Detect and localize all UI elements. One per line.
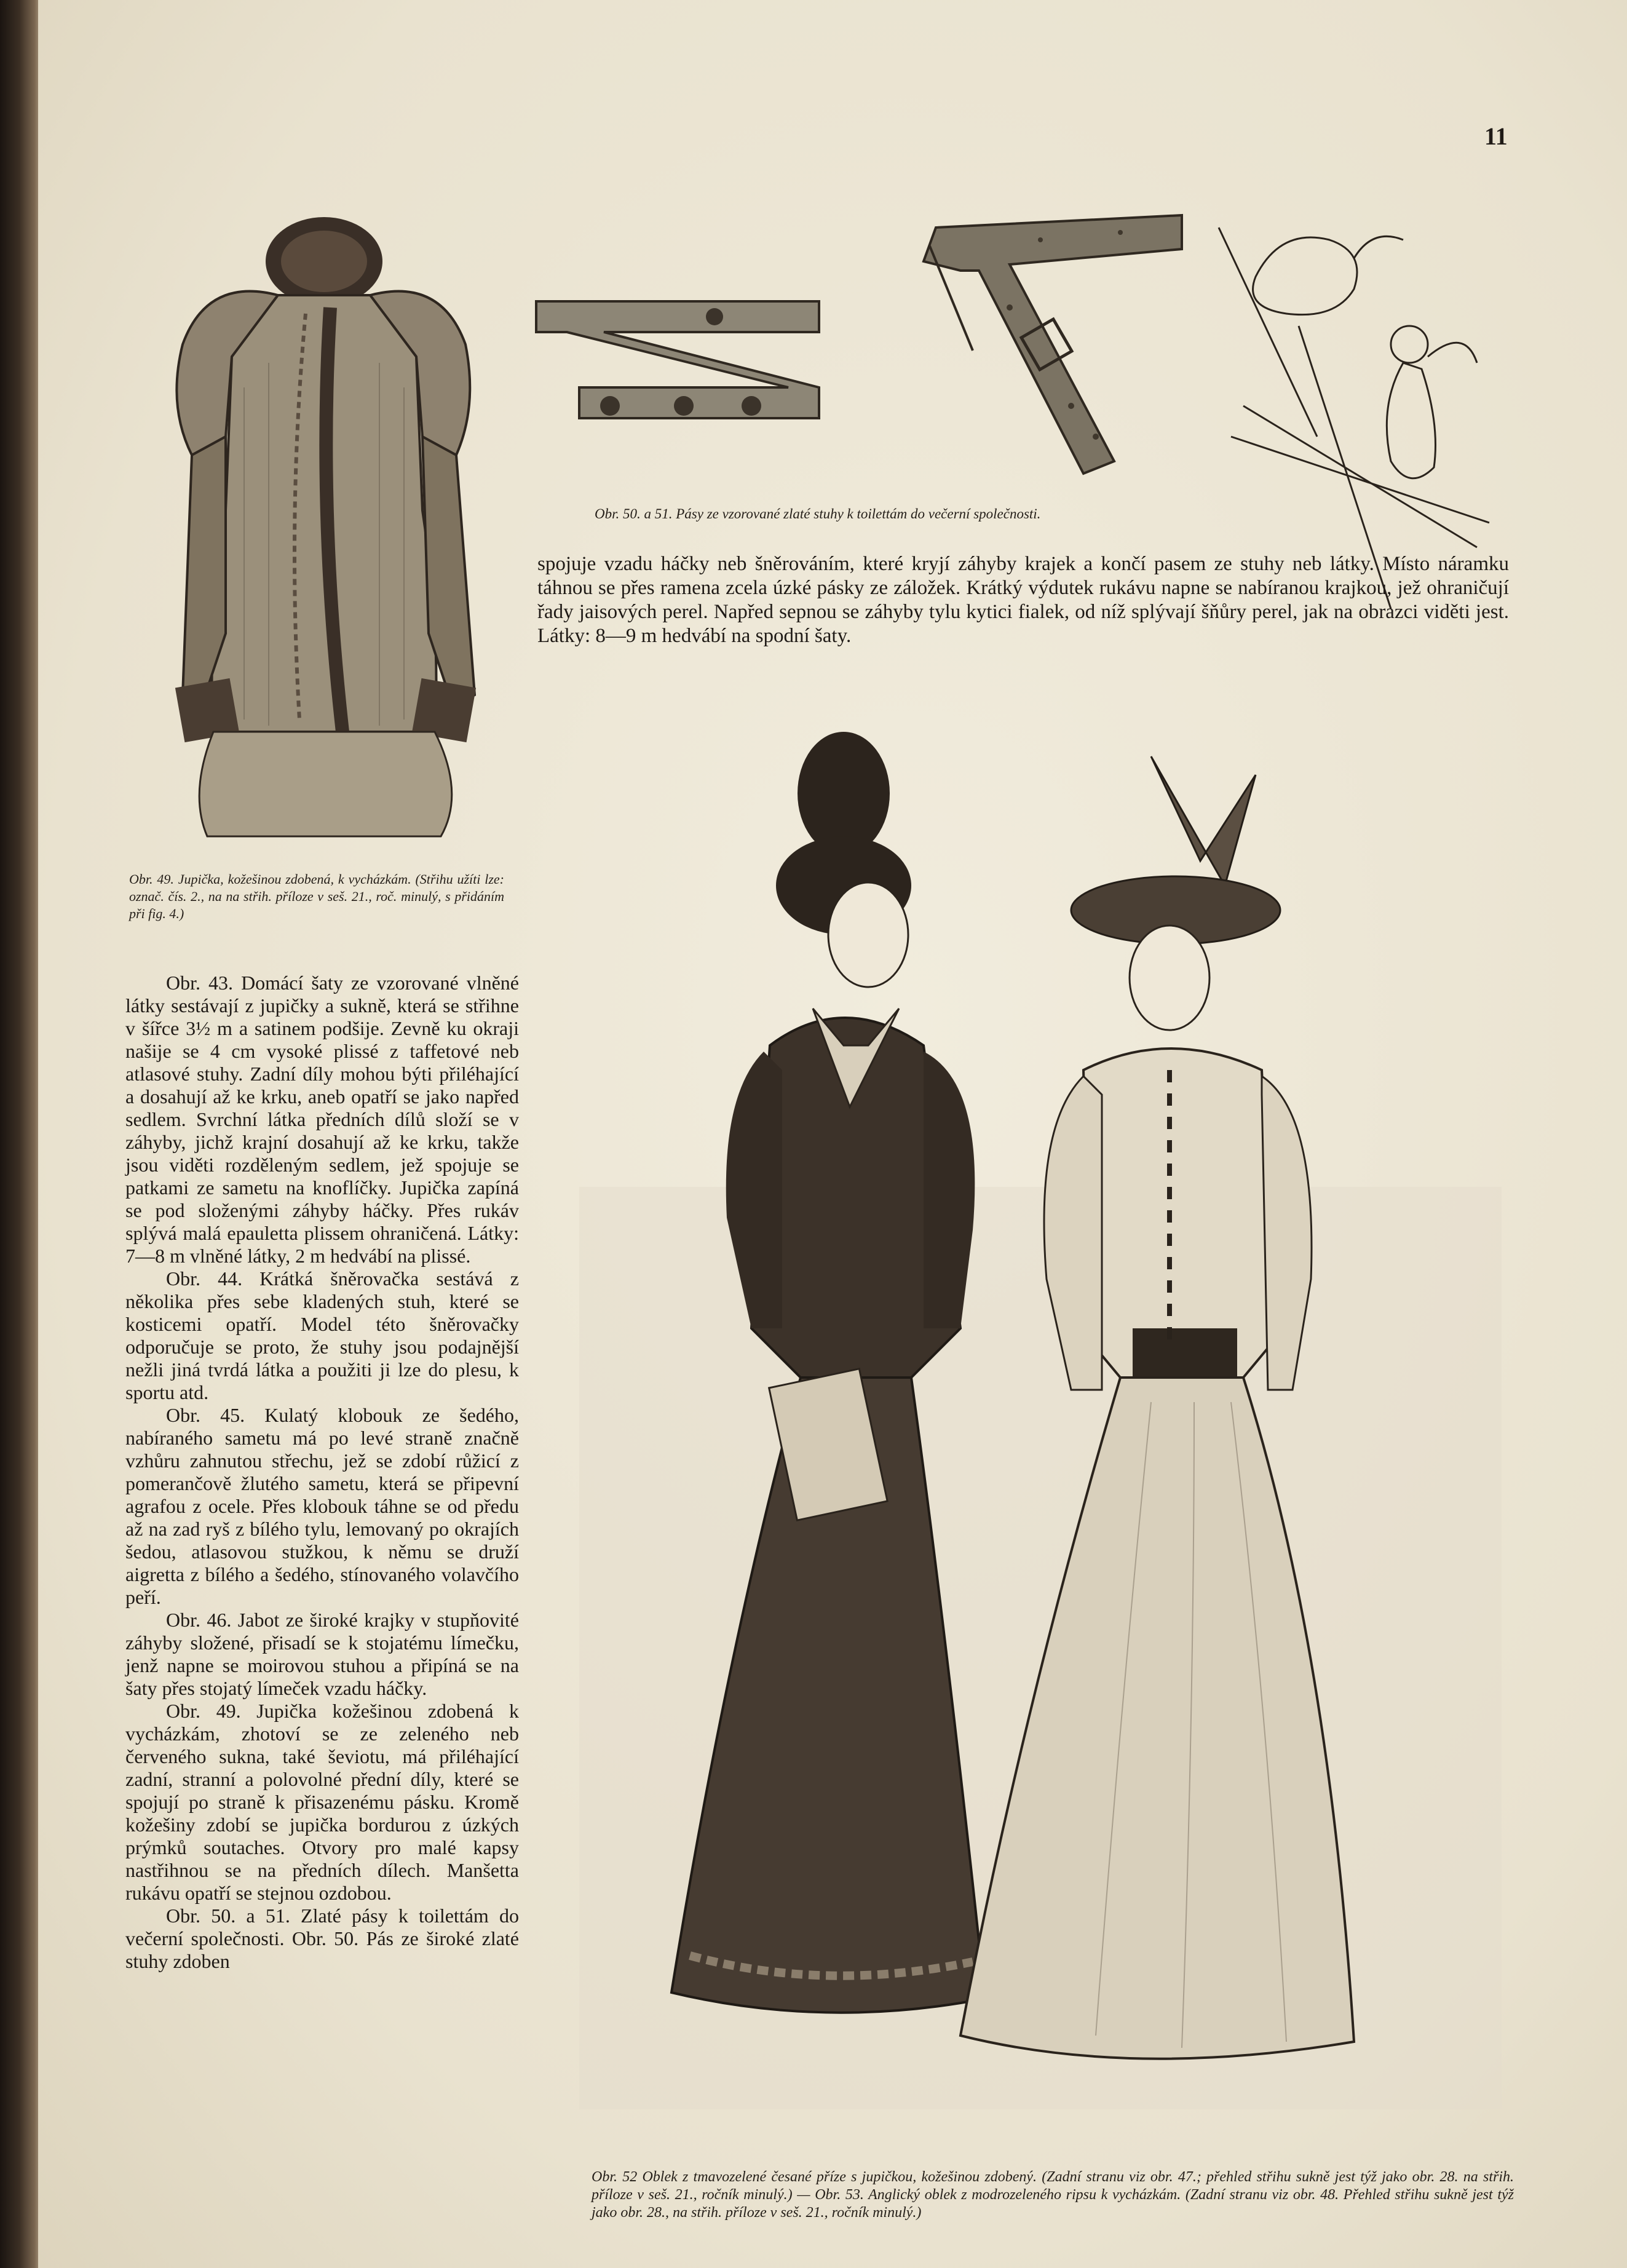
- figure-jacket-illustration: [133, 203, 515, 849]
- paragraph-obr-46: Obr. 46. Jabot ze široké krajky v stupňovité záhyby složené, přisadí se k stojatému límečku, jenž napne se moirovou stuhou a připíná se na šaty přes stojatý límeček vzadu háčky.: [125, 1609, 519, 1699]
- caption-fig-52-53: Obr. 52 Oblek z tmavozelené česané příze s jupičkou, kožešinou zdobený. (Zadní stranu viz obr. 47.; přehled střihu sukně jest týž jako obr. 28. na střih. příloze v seš. 21., ročník minulý.) — Obr. 53. Anglický oblek z modrozeleného ripsu k vycházkám. (Zadní stranu viz obr. 48. Přehled střihu sukně jest týž jako obr. 28., na střih. příloze v seš. 21., ročník minulý.): [592, 2169, 1514, 2221]
- figure-two-women-illustration: [579, 726, 1502, 2152]
- paragraph-obr-49: Obr. 49. Jupička kožešinou zdobená k vycházkám, zhotoví se ze zeleného neb červeného sukna, také ševiotu, má přiléhající zadní, stranní a polovolné přední díly, které se spojují po straně k přisazenému pásku. Kromě kožešiny zdobí se jupička bordurou z úzkých prýmků soutaches. Otvory pro malé kapsy nastřihnou se na předních dílech. Manšetta rukávu opatří se stejnou ozdobou.: [125, 1700, 519, 1904]
- caption-fig-50-51: Obr. 50. a 51. Pásy ze vzorované zlaté stuhy k toilettám do večerní společnosti.: [595, 506, 1041, 521]
- text-column-left: [125, 972, 519, 1973]
- paragraph-upper-text: spojuje vzadu háčky neb šněrováním, které kryjí záhyby krajek a končí pasem ze stuhy neb látky. Místo náramku táhnou se přes ramena zcela úzké pásky ze záložek. Krátký výdutek rukávu napne se nabíranou krajkou, jež ohraničují řady jaisových perel. Napřed sepnou se záhyby tylu kytici fialek, od níž splývají šňůry perel, jak na obrazci viděti jest. Látky: 8—9 m hedvábí na spodní šaty.: [537, 553, 1509, 647]
- figure-belt-51: [887, 203, 1206, 486]
- paragraph-obr-50: Obr. 50. a 51. Zlaté pásy k toilettám do večerní společnosti. Obr. 50. Pás ze široké zlaté stuhy zdoben: [125, 1905, 519, 1972]
- book-spine-shadow: [0, 0, 43, 2268]
- page-number: 11: [1484, 122, 1508, 150]
- paragraph-obr-43: Obr. 43. Domácí šaty ze vzorované vlněné látky sestávají z jupičky a sukně, která se střihne v šířce 3½ m a satinem podšije. Zevně ku okraji našije se 4 cm vysoké plissé z taffetové neb atlasové stuhy. Zadní díly mohou býti přiléhající a dosahují až ke krku, aneb opatří se jako napřed sedlem. Svrchní látka předních dílů složí se v záhyby, jichž krajní dosahují až ke krku, takže jsou viděti rozděleným sedlem, jež spojuje se patkami ze sametu na knoflíčky. Jupička zapíná se pod složenými záhyby háčky. Přes rukáv splývá malá epauletta plissem ohraničená. Látky: 7—8 m vlněné látky, 2 m hedvábí na plissé.: [125, 972, 519, 1267]
- book-page: [38, 0, 1627, 2268]
- caption-fig-49: Obr. 49. Jupička, kožešinou zdobená, k vycházkám. (Střihu užíti lze: označ. čís. 2., na na střih. příloze v seš. 21., roč. minulý, s přidáním při fig. 4.): [129, 871, 504, 921]
- paragraph-continued: [537, 552, 1509, 648]
- paragraph-obr-44: Obr. 44. Krátká šněrovačka sestává z několika přes sebe kladených stuh, které se kosticemi opatří. Model této šněrovačky odporučuje se proto, že stuhy jsou podajnější nežli jiná tvrdá látka a použiti ji lze do plesu, k sportu atd.: [125, 1267, 519, 1403]
- figure-belt-50: [530, 289, 874, 449]
- paragraph-obr-45: Obr. 45. Kulatý klobouk ze šedého, nabíraného sametu má po levé straně značně vzhůru zahnutou střechu, jež se zdobí růžicí z pomerančově žlutého sametu, která se připevní agrafou z ocele. Přes klobouk táhne se od předu až na zad ryš z bílého tylu, lemovaný po okrajích šedou, atlasovou stužkou, k němu se druží aigretta z bílého a šedého, stínovaného volavčího peří.: [125, 1404, 519, 1608]
